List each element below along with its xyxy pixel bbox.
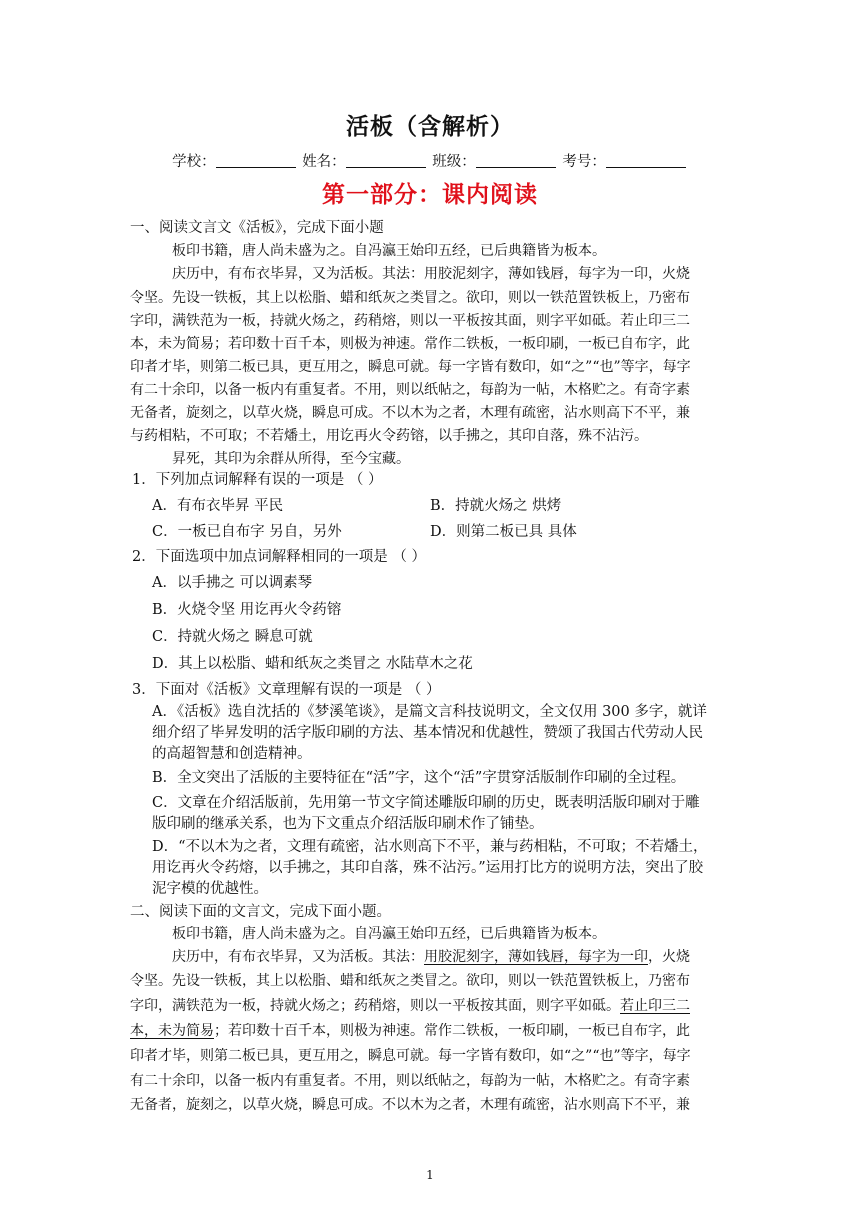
class-blank[interactable] xyxy=(476,153,556,168)
passage-line: 印者才毕，则第二板已具，更互用之，瞬息可就。每一字皆有数印，如“之”“也”等字，每字 xyxy=(130,359,691,375)
passage2-line: 字印，满铁范为一板，持就火炀之；药稍熔，则以一平板按其面，则字平如砥。若止印三二 xyxy=(130,998,690,1014)
passage-line: 字印，满铁范为一板，持就火炀之，药稍熔，则以一平板按其面，则字平如砥。若止印三二 xyxy=(130,313,690,329)
question-3-option-b[interactable]: B．全文突出了活版的主要特征在“活”字，这个“活”字贯穿活版制作印刷的全过程。 xyxy=(152,770,686,786)
underlined-phrase: 本，未为简易 xyxy=(130,1023,214,1039)
class-label: 班级： xyxy=(432,154,476,170)
page-number: 1 xyxy=(426,1168,434,1182)
passage-line: 板印书籍，唐人尚未盛为之。自冯瀛王始印五经，已后典籍皆为板本。 xyxy=(172,243,606,259)
passage-line: 令坚。先设一铁板，其上以松脂、蜡和纸灰之类冒之。欲印，则以一铁范置铁板上，乃密布 xyxy=(130,290,690,306)
section1-heading: 一、阅读文言文《活板》，完成下面小题 xyxy=(130,220,384,236)
passage-line: 庆历中，有布衣毕昇，又为活板。其法：用胶泥刻字，薄如钱唇，每字为一印，火烧 xyxy=(172,266,690,282)
exam-number-label: 考号： xyxy=(562,154,606,170)
question-2-option-d[interactable]: D．其上以松脂、蜡和纸灰之类冒之 水陆草木之花 xyxy=(152,656,473,672)
passage2-line: 无备者，旋刻之，以草火烧，瞬息可成。不以木为之者，木理有疏密，沾水则高下不平，兼 xyxy=(130,1097,690,1113)
question-3-stem: 3．下面对《活板》文章理解有误的一项是 （ ） xyxy=(132,682,441,698)
document-title: 活板（含解析） xyxy=(346,113,514,140)
question-1-stem: 1．下列加点词解释有误的一项是 （ ） xyxy=(132,472,383,488)
question-3-option-d-line[interactable]: 用讫再火令药熔，以手拂之，其印自落，殊不沾污。”运用打比方的说明方法，突出了胶 xyxy=(152,860,704,876)
question-3-option-d-line[interactable]: 泥字模的优越性。 xyxy=(152,881,268,897)
passage2-line: 令坚。先设一铁板，其上以松脂、蜡和纸灰之类冒之。欲印，则以一铁范置铁板上，乃密布 xyxy=(130,973,690,989)
passage2-line: 有二十余印，以备一板内有重复者。不用，则以纸帖之，每韵为一帖，木格贮之。有奇字素 xyxy=(130,1073,690,1089)
question-3-option-c-line[interactable]: C．文章在介绍活版前，先用第一节文字简述雕版印刷的历史，既表明活版印刷对于雕 xyxy=(152,795,700,811)
question-3-option-d-line[interactable]: D．“不以木为之者，文理有疏密，沾水则高下不平，兼与药相粘，不可取；不若燔土， xyxy=(152,839,708,855)
name-label: 姓名： xyxy=(302,154,346,170)
underlined-phrase: 用胶泥刻字，薄如钱唇，每字为一印 xyxy=(424,949,648,965)
question-2-option-a[interactable]: A．以手拂之 可以调素琴 xyxy=(152,575,313,591)
passage2-line: 本，未为简易；若印数十百千本，则极为神速。常作二铁板，一板印刷，一板已自布字，此 xyxy=(130,1023,690,1039)
passage2-line: 板印书籍，唐人尚未盛为之。自冯瀛王始印五经，已后典籍皆为板本。 xyxy=(172,926,606,942)
school-label: 学校： xyxy=(172,154,216,170)
part-heading: 第一部分：课内阅读 xyxy=(322,181,538,208)
passage2-line: 庆历中，有布衣毕昇，又为活板。其法：用胶泥刻字，薄如钱唇，每字为一印，火烧 xyxy=(172,949,690,965)
name-blank[interactable] xyxy=(346,153,426,168)
section2-heading: 二、阅读下面的文言文，完成下面小题。 xyxy=(130,904,391,920)
passage-line: 本，未为简易；若印数十百千本，则极为神速。常作二铁板，一板印刷，一板已自布字，此 xyxy=(130,336,690,352)
underlined-phrase: 若止印三二 xyxy=(620,998,690,1014)
school-blank[interactable] xyxy=(216,153,296,168)
passage2-line: 印者才毕，则第二板已具，更互用之，瞬息可就。每一字皆有数印，如“之”“也”等字，每字 xyxy=(130,1048,691,1064)
exam-number-blank[interactable] xyxy=(606,153,686,168)
passage-line: 昇死，其印为余群从所得，至今宝藏。 xyxy=(172,451,410,467)
question-1-option-d[interactable]: D．则第二板已具 具体 xyxy=(430,524,577,540)
passage-line: 无备者，旋刻之，以草火烧，瞬息可成。不以木为之者，木理有疏密，沾水则高下不平，兼 xyxy=(130,405,690,421)
question-3-option-a-line[interactable]: 细介绍了毕昇发明的活字版印刷的方法、基本情况和优越性，赞颂了我国古代劳动人民 xyxy=(152,725,703,741)
question-1-option-c[interactable]: C．一板已自布字 另自，另外 xyxy=(152,524,342,540)
question-3-option-a-line[interactable]: A．《活板》选自沈括的《梦溪笔谈》，是篇文言科技说明文，全文仅用 300 多字，就详 xyxy=(152,704,707,720)
question-2-option-c[interactable]: C．持就火炀之 瞬息可就 xyxy=(152,629,313,645)
question-1-option-a[interactable]: A．有布衣毕昇 平民 xyxy=(152,498,284,514)
question-3-option-c-line[interactable]: 版印刷的继承关系，也为下文重点介绍活版印刷术作了铺垫。 xyxy=(152,816,544,832)
question-3-option-a-line[interactable]: 的高超智慧和创造精神。 xyxy=(152,746,312,762)
question-1-option-b[interactable]: B．持就火炀之 烘烤 xyxy=(430,498,562,514)
question-2-stem: 2．下面选项中加点词解释相同的一项是 （ ） xyxy=(132,549,426,565)
passage-line: 与药相粘，不可取；不若燔土，用讫再火令药镕，以手拂之，其印自落，殊不沾污。 xyxy=(130,428,648,444)
passage-line: 有二十余印，以备一板内有重复者。不用，则以纸帖之，每韵为一帖，木格贮之。有奇字素 xyxy=(130,382,690,398)
student-info-line xyxy=(0,150,860,171)
question-2-option-b[interactable]: B．火烧令坚 用讫再火令药镕 xyxy=(152,602,342,618)
